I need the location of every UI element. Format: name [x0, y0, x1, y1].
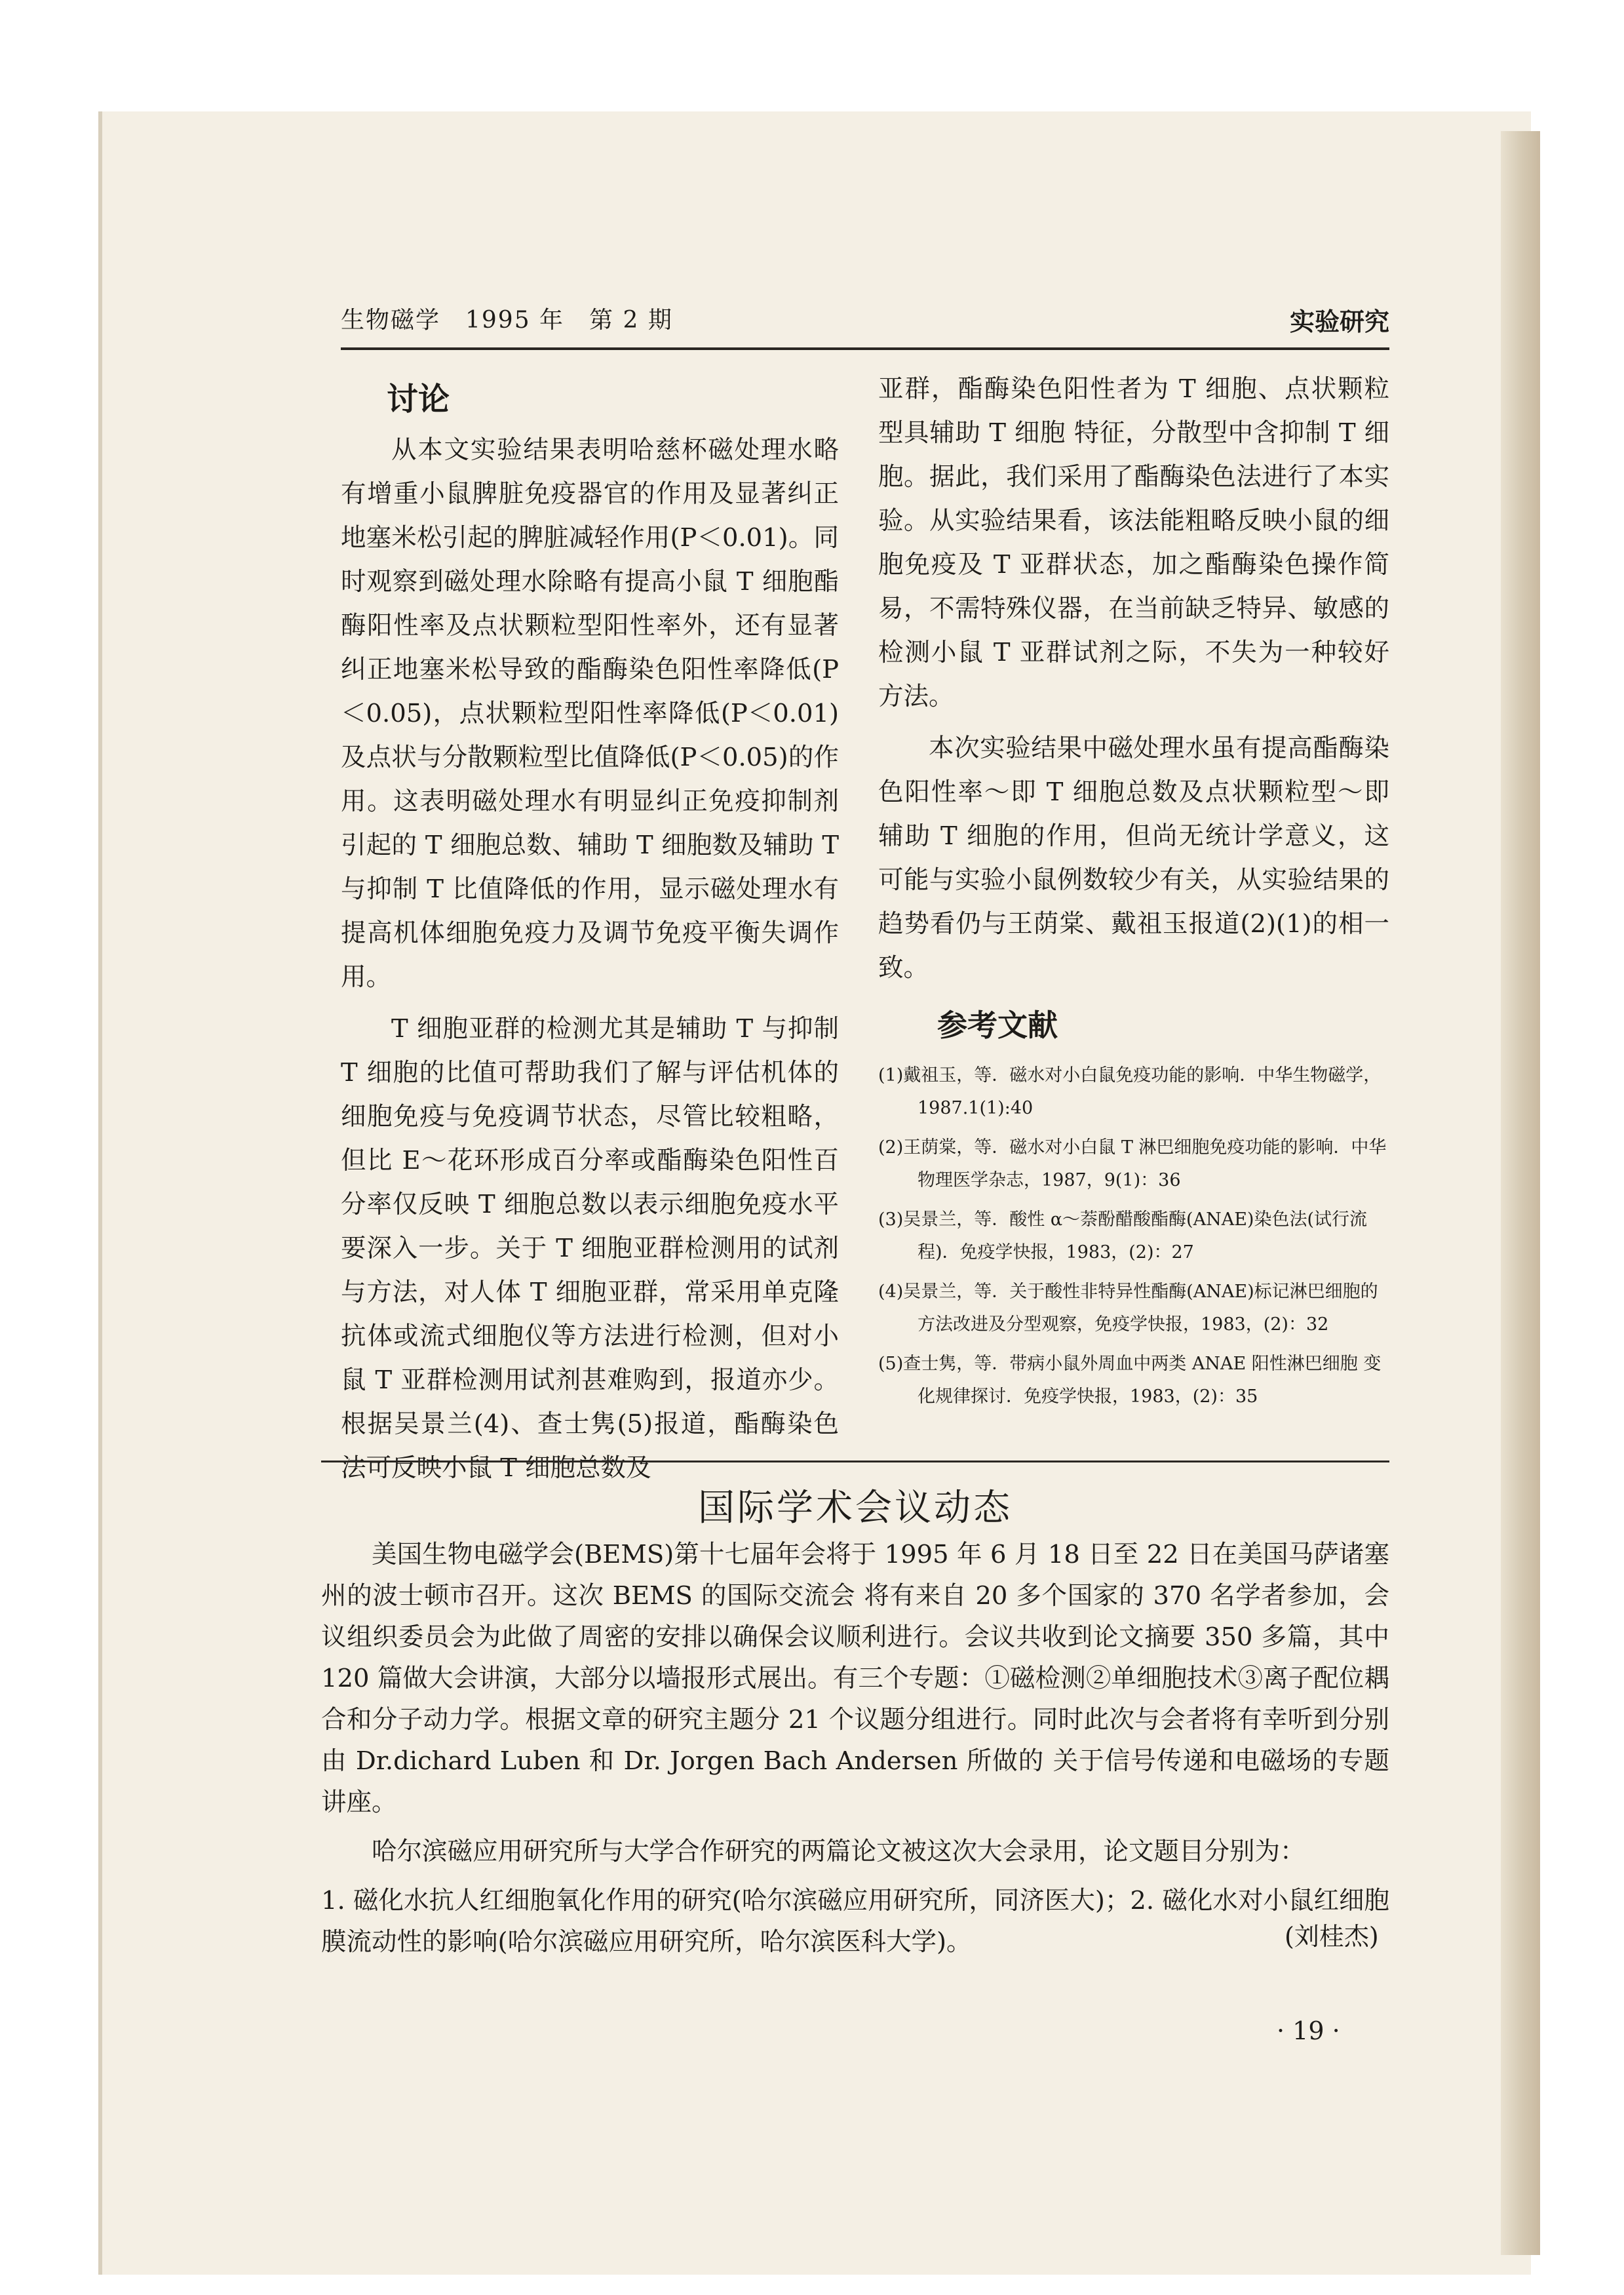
reference-item: (5)查士隽，等．带病小鼠外周血中两类 ANAE 阳性淋巴细胞 变化规律探讨．免疫学快报，1983，(2)：35 [878, 1354, 1382, 1407]
news-paragraph: 1. 磁化水抗人红细胞氧化作用的研究(哈尔滨磁应用研究所，同济医大)；2. 磁化水对小鼠红细胞膜流动性的影响(哈尔滨磁应用研究所，哈尔滨医科大学)。 [321, 1886, 1389, 1957]
discussion-paragraph: 从本文实验结果表明哈慈杯磁处理水略有增重小鼠脾脏免疫器官的作用及显著纠正地塞米松引起的脾脏减轻作用(P＜0.01)。同时观察到磁处理水除略有提高小鼠 T 细胞酯酶阳性率及点状颗粒型阳性率外，还有显著纠正地塞米松导致的酯酶染色阳性率降低(P＜0.05)，点状颗粒型阳性率降低(P＜0.01)及点状与分散颗粒型比值降低(P＜0.05)的作用。这表明磁处理水有明显纠正免疫抑制剂引起的 T 细胞总数、辅助 T 细胞数及辅助 T 与抑制 T 比值降低的作用，显示磁处理水有提高机体细胞免疫力及调节免疫平衡失调作用。 [341, 435, 839, 992]
reference-item: (2)王荫棠，等．磁水对小白鼠 T 淋巴细胞免疫功能的影响．中华物理医学杂志，1987，9(1)：36 [878, 1137, 1387, 1190]
page-edge [1501, 131, 1540, 2255]
news-title: 国际学术会议动态 [698, 1487, 1013, 1529]
right-column [878, 367, 1389, 1420]
discussion-paragraph: T 细胞亚群的检测尤其是辅助 T 与抑制 T 细胞的比值可帮助我们了解与评估机体的细胞免疫与免疫调节状态，尽管比较粗略，但比 E～花环形成百分率或酯酶染色阳性百分率仅反映 T 细胞总数以表示细胞免疫水平要深入一步。关于 T 细胞亚群检测用的试剂与方法，对人体 T 细胞亚群，常采用单克隆抗体或流式细胞仪等方法进行检测，但对小鼠 T 亚群检测用试剂甚难购到，报道亦少。根据吴景兰(4)、查士隽(5)报道，酯酶染色法可反映小鼠 T 细胞总数及 [341, 1014, 839, 1483]
journal-info: 生物磁学 1995 年 第 2 期 [341, 307, 673, 334]
news-paragraph: 美国生物电磁学会(BEMS)第十七届年会将于 1995 年 6 月 18 日至 22 日在美国马萨诸塞州的波士顿市召开。这次 BEMS 的国际交流会 将有来自 20 多个国家的 370 名学者参加，会议组织委员会为此做了周密的安排以确保会议顺利进行。会议共收到论文摘要 350 多篇，其中 120 篇做大会讲演，大部分以墙报形式展出。有三个专题：①磁检测②单细胞技术③离子配位耦合和分子动力学。根据文章的研究主题分 21 个议题分组进行。同时此次与会者将有幸听到分别由 Dr.dichard Luben 和 Dr. Jorgen Bach Andersen 所做的 关于信号传递和电磁场的专题讲座。 [321, 1540, 1389, 1817]
reference-item: (4)吴景兰，等．关于酸性非特异性酯酶(ANAE)标记淋巴细胞的方法改进及分型观察，免疫学快报，1983，(2)：32 [878, 1282, 1378, 1335]
running-header [341, 302, 1389, 350]
author-signature: (刘桂杰) [1285, 1922, 1379, 1951]
discussion-paragraph: 本次实验结果中磁处理水虽有提高酯酶染色阳性率～即 T 细胞总数及点状颗粒型～即辅助 T 细胞的作用，但尚无统计学意义，这可能与实验小鼠例数较少有关，从实验结果的趋势看仍与王荫棠、戴祖玉报道(2)(1)的相一致。 [878, 734, 1389, 983]
reference-item: (3)吴景兰，等．酸性 α～萘酚醋酸酯酶(ANAE)染色法(试行流程)．免疫学快报，1983，(2)：27 [878, 1209, 1367, 1263]
news-paragraph: 哈尔滨磁应用研究所与大学合作研究的两篇论文被这次大会录用，论文题目分别为： [372, 1837, 1305, 1866]
discussion-heading: 讨论 [387, 381, 450, 418]
left-column [341, 367, 839, 1490]
reference-item: (1)戴祖玉，等．磁水对小白鼠免疫功能的影响．中华生物磁学，1987.1(1):40 [878, 1065, 1382, 1118]
discussion-paragraph-continued: 亚群，酯酶染色阳性者为 T 细胞、点状颗粒型具辅助 T 细胞 特征，分散型中含抑制 T 细胞。据此，我们采用了酯酶染色法进行了本实验。从实验结果看，该法能粗略反映小鼠的细胞免疫及 T 亚群状态，加之酯酶染色操作简易，不需特殊仪器，在当前缺乏特异、敏感的检测小鼠 T 亚群试剂之际，不失为一种较好方法。 [878, 374, 1389, 711]
news-body [321, 1534, 1389, 1963]
section-label: 实验研究 [1289, 307, 1389, 336]
references-heading: 参考文献 [937, 1008, 1058, 1043]
section-divider [321, 1461, 1389, 1462]
page-number: · 19 · [1277, 2016, 1340, 2045]
